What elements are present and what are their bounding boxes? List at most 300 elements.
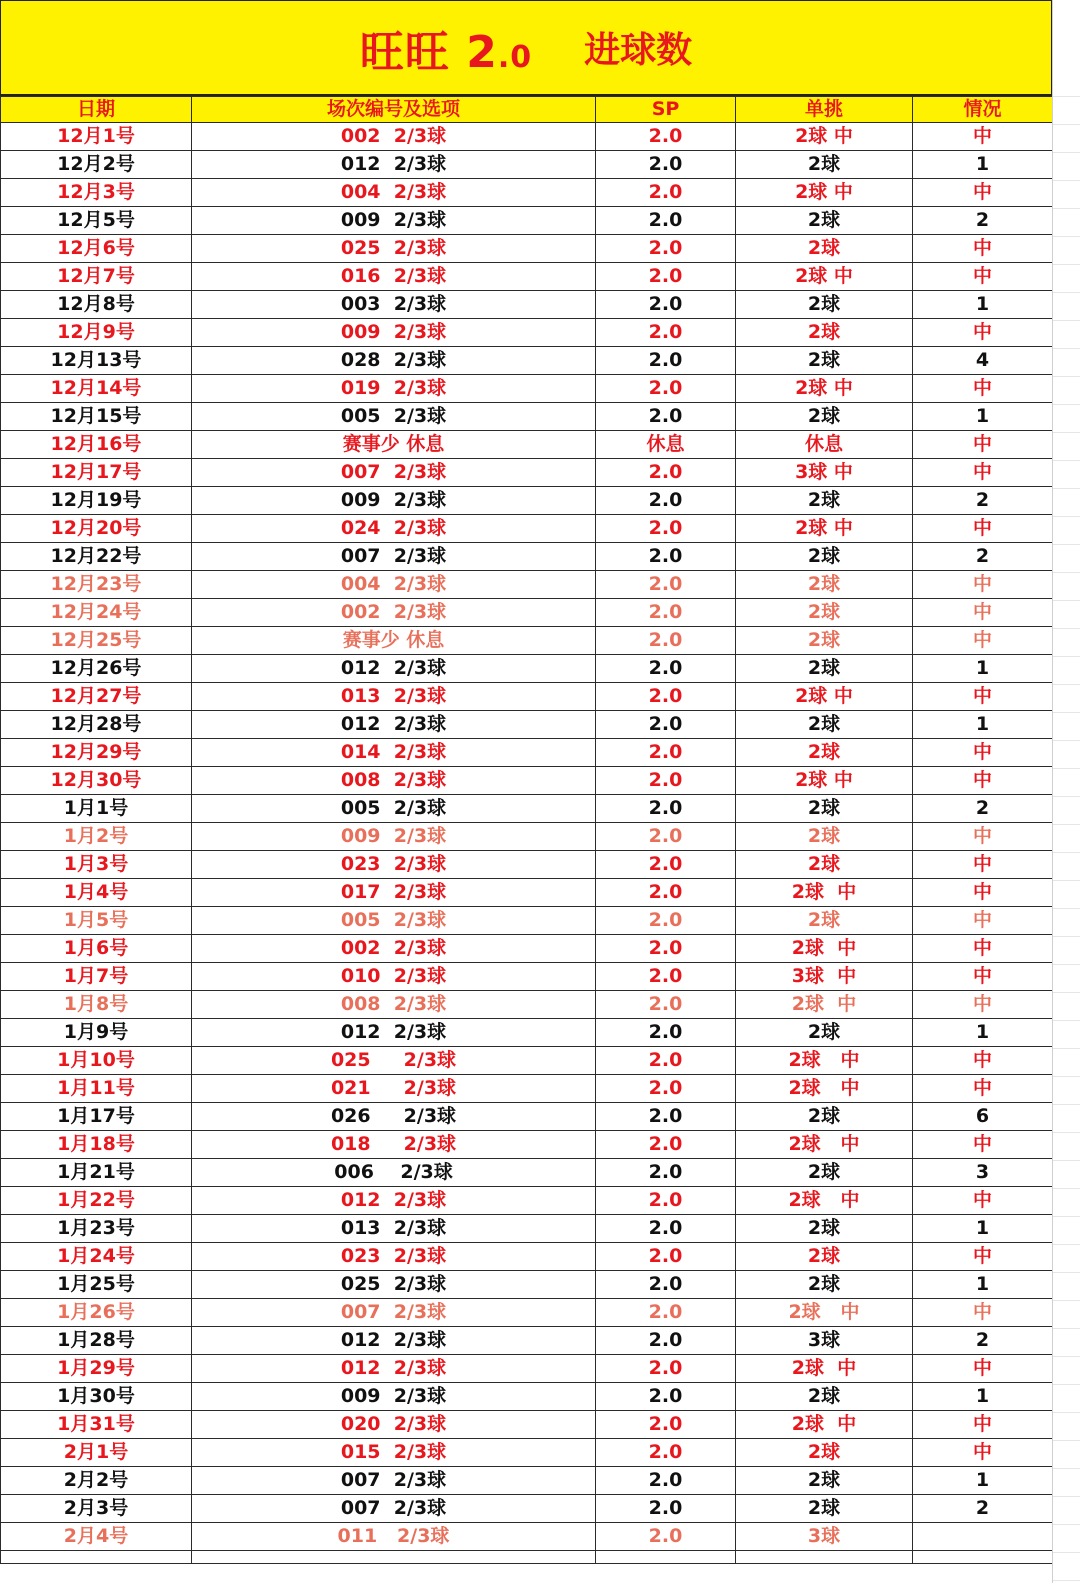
cell-sp[interactable]: 2.0 bbox=[596, 571, 736, 599]
cell-result[interactable]: 2 bbox=[913, 795, 1053, 823]
cell-single[interactable]: 2球 bbox=[736, 403, 913, 431]
cell-date[interactable]: 12月26号 bbox=[1, 655, 192, 683]
gridline bbox=[1053, 348, 1080, 349]
gridline bbox=[1053, 236, 1080, 237]
cell-date[interactable]: 1月29号 bbox=[1, 1355, 192, 1383]
cell-single[interactable]: 3球 bbox=[736, 1523, 913, 1551]
cell-result[interactable]: 1 bbox=[913, 711, 1053, 739]
gridline bbox=[1053, 1552, 1080, 1553]
cell-date[interactable]: 1月18号 bbox=[1, 1131, 192, 1159]
cell-pick[interactable]: 009 2/3球 bbox=[192, 487, 596, 515]
cell-pick[interactable]: 012 2/3球 bbox=[192, 711, 596, 739]
cell-single[interactable]: 2球 bbox=[736, 1383, 913, 1411]
cell-result[interactable]: 中 bbox=[913, 1411, 1053, 1439]
table-row bbox=[1, 151, 1053, 179]
cell-date[interactable]: 1月7号 bbox=[1, 963, 192, 991]
cell-pick[interactable]: 017 2/3球 bbox=[192, 879, 596, 907]
cell-single[interactable]: 2球 bbox=[736, 1215, 913, 1243]
cell-result[interactable]: 4 bbox=[913, 347, 1053, 375]
cell-result[interactable]: 中 bbox=[913, 627, 1053, 655]
cell-result[interactable]: 中 bbox=[913, 235, 1053, 263]
cell-single[interactable]: 2球 bbox=[736, 347, 913, 375]
cell-result[interactable]: 1 bbox=[913, 1215, 1053, 1243]
table-row bbox=[1, 851, 1053, 879]
cell-pick[interactable]: 025 2/3球 bbox=[192, 235, 596, 263]
cell-date[interactable]: 12月15号 bbox=[1, 403, 192, 431]
cell-single[interactable]: 2球 bbox=[736, 151, 913, 179]
cell-single[interactable]: 2球 中 bbox=[736, 1047, 913, 1075]
cell-pick[interactable]: 赛事少 休息 bbox=[192, 431, 596, 459]
cell-result[interactable]: 中 bbox=[913, 739, 1053, 767]
cell-date[interactable]: 1月30号 bbox=[1, 1383, 192, 1411]
cell-result[interactable]: 中 bbox=[913, 1131, 1053, 1159]
cell-single[interactable]: 3球 中 bbox=[736, 459, 913, 487]
cell-single[interactable]: 2球 中 bbox=[736, 1411, 913, 1439]
header-result[interactable]: 情况 bbox=[913, 97, 1053, 123]
cell-sp[interactable]: 2.0 bbox=[596, 1271, 736, 1299]
cell-date[interactable]: 1月8号 bbox=[1, 991, 192, 1019]
cell-sp[interactable]: 2.0 bbox=[596, 795, 736, 823]
cell-pick[interactable]: 009 2/3球 bbox=[192, 1383, 596, 1411]
cell-single[interactable]: 2球 bbox=[736, 291, 913, 319]
cell-date[interactable]: 12月17号 bbox=[1, 459, 192, 487]
cell-date[interactable]: 12月5号 bbox=[1, 207, 192, 235]
cell-sp[interactable]: 2.0 bbox=[596, 991, 736, 1019]
cell-date[interactable]: 1月9号 bbox=[1, 1019, 192, 1047]
cell-result[interactable]: 中 bbox=[913, 123, 1053, 151]
cell-pick[interactable]: 007 2/3球 bbox=[192, 1299, 596, 1327]
cell-sp[interactable]: 2.0 bbox=[596, 1047, 736, 1075]
cell-sp[interactable]: 2.0 bbox=[596, 1075, 736, 1103]
cell-pick[interactable]: 023 2/3球 bbox=[192, 851, 596, 879]
cell-result[interactable]: 中 bbox=[913, 1187, 1053, 1215]
cell-result[interactable]: 1 bbox=[913, 291, 1053, 319]
cell-result[interactable]: 中 bbox=[913, 963, 1053, 991]
cell-sp[interactable]: 2.0 bbox=[596, 1327, 736, 1355]
cell-sp[interactable]: 2.0 bbox=[596, 1103, 736, 1131]
cell-single[interactable]: 2球 中 bbox=[736, 1355, 913, 1383]
cell-result[interactable]: 中 bbox=[913, 823, 1053, 851]
cell-date[interactable]: 12月20号 bbox=[1, 515, 192, 543]
cell-pick[interactable]: 009 2/3球 bbox=[192, 319, 596, 347]
cell-result[interactable]: 中 bbox=[913, 375, 1053, 403]
cell-single[interactable]: 2球 bbox=[736, 823, 913, 851]
cell-single[interactable]: 休息 bbox=[736, 431, 913, 459]
cell-pick[interactable]: 025 2/3球 bbox=[192, 1271, 596, 1299]
gridline bbox=[1053, 180, 1080, 181]
cell-pick[interactable]: 007 2/3球 bbox=[192, 459, 596, 487]
cell-date[interactable]: 12月16号 bbox=[1, 431, 192, 459]
cell-pick[interactable]: 012 2/3球 bbox=[192, 1019, 596, 1047]
cell-sp[interactable]: 2.0 bbox=[596, 907, 736, 935]
cell-pick[interactable]: 012 2/3球 bbox=[192, 1187, 596, 1215]
cell-pick[interactable]: 004 2/3球 bbox=[192, 179, 596, 207]
cell-date[interactable]: 1月6号 bbox=[1, 935, 192, 963]
cell-pick[interactable]: 012 2/3球 bbox=[192, 151, 596, 179]
cell-single[interactable]: 2球 中 bbox=[736, 1075, 913, 1103]
cell-pick[interactable]: 005 2/3球 bbox=[192, 795, 596, 823]
cell-date[interactable]: 1月3号 bbox=[1, 851, 192, 879]
cell-date[interactable]: 2月1号 bbox=[1, 1439, 192, 1467]
cell-single[interactable]: 2球 bbox=[736, 627, 913, 655]
cell-single[interactable]: 2球 中 bbox=[736, 515, 913, 543]
gridline bbox=[1053, 208, 1080, 209]
gridline bbox=[1053, 1580, 1080, 1581]
cell-single[interactable]: 2球 中 bbox=[736, 935, 913, 963]
cell-sp[interactable]: 2.0 bbox=[596, 963, 736, 991]
cell-single[interactable]: 2球 中 bbox=[736, 991, 913, 1019]
cell-result[interactable]: 中 bbox=[913, 1243, 1053, 1271]
cell-sp[interactable]: 2.0 bbox=[596, 1187, 736, 1215]
cell-single[interactable]: 2球 bbox=[736, 1439, 913, 1467]
cell-date[interactable]: 1月5号 bbox=[1, 907, 192, 935]
cell-pick[interactable]: 025 2/3球 bbox=[192, 1047, 596, 1075]
cell-sp[interactable]: 2.0 bbox=[596, 403, 736, 431]
cell-pick[interactable]: 007 2/3球 bbox=[192, 543, 596, 571]
cell-date[interactable]: 12月23号 bbox=[1, 571, 192, 599]
cell-single[interactable]: 2球 中 bbox=[736, 263, 913, 291]
cell-sp[interactable]: 2.0 bbox=[596, 319, 736, 347]
cell-sp[interactable]: 2.0 bbox=[596, 151, 736, 179]
cell-date[interactable]: 12月8号 bbox=[1, 291, 192, 319]
cell-result[interactable]: 中 bbox=[913, 263, 1053, 291]
table-row bbox=[1, 711, 1053, 739]
cell-pick[interactable]: 002 2/3球 bbox=[192, 935, 596, 963]
cell-result[interactable]: 1 bbox=[913, 1467, 1053, 1495]
cell-date[interactable]: 12月24号 bbox=[1, 599, 192, 627]
cell-pick[interactable]: 005 2/3球 bbox=[192, 403, 596, 431]
cell-pick[interactable]: 009 2/3球 bbox=[192, 207, 596, 235]
cell-result[interactable]: 2 bbox=[913, 543, 1053, 571]
cell-single[interactable]: 2球 中 bbox=[736, 1299, 913, 1327]
cell-date[interactable]: 1月4号 bbox=[1, 879, 192, 907]
table-row bbox=[1, 1383, 1053, 1411]
cell-sp[interactable]: 2.0 bbox=[596, 263, 736, 291]
cell-pick[interactable]: 014 2/3球 bbox=[192, 739, 596, 767]
cell-pick[interactable]: 013 2/3球 bbox=[192, 683, 596, 711]
cell-pick[interactable]: 021 2/3球 bbox=[192, 1075, 596, 1103]
cell-pick[interactable]: 002 2/3球 bbox=[192, 123, 596, 151]
cell-pick[interactable]: 012 2/3球 bbox=[192, 655, 596, 683]
cell-result[interactable]: 1 bbox=[913, 403, 1053, 431]
gridline bbox=[1053, 572, 1080, 573]
cell-result[interactable]: 中 bbox=[913, 1355, 1053, 1383]
cell-result[interactable]: 2 bbox=[913, 487, 1053, 515]
header-sp[interactable]: SP bbox=[596, 97, 736, 123]
cell-date[interactable]: 12月6号 bbox=[1, 235, 192, 263]
cell-date[interactable]: 1月31号 bbox=[1, 1411, 192, 1439]
cell-sp[interactable]: 2.0 bbox=[596, 767, 736, 795]
cell-date[interactable]: 1月22号 bbox=[1, 1187, 192, 1215]
cell-single[interactable]: 2球 bbox=[736, 1467, 913, 1495]
cell-date[interactable]: 12月9号 bbox=[1, 319, 192, 347]
cell-pick[interactable]: 012 2/3球 bbox=[192, 1327, 596, 1355]
cell-sp[interactable]: 2.0 bbox=[596, 179, 736, 207]
cell-date[interactable]: 1月2号 bbox=[1, 823, 192, 851]
cell-sp[interactable]: 2.0 bbox=[596, 823, 736, 851]
cell-date[interactable]: 12月2号 bbox=[1, 151, 192, 179]
cell-single[interactable]: 3球 中 bbox=[736, 963, 913, 991]
cell-sp[interactable]: 2.0 bbox=[596, 1355, 736, 1383]
cell-pick[interactable]: 020 2/3球 bbox=[192, 1411, 596, 1439]
cell-sp[interactable]: 2.0 bbox=[596, 627, 736, 655]
cell-single[interactable]: 2球 中 bbox=[736, 179, 913, 207]
table-row bbox=[1, 179, 1053, 207]
table-body bbox=[1, 123, 1053, 1564]
cell-single[interactable]: 2球 bbox=[736, 235, 913, 263]
cell-date[interactable]: 12月30号 bbox=[1, 767, 192, 795]
cell-result[interactable]: 中 bbox=[913, 459, 1053, 487]
cell-result[interactable]: 1 bbox=[913, 1019, 1053, 1047]
cell-single[interactable]: 2球 bbox=[736, 851, 913, 879]
cell-pick[interactable]: 008 2/3球 bbox=[192, 767, 596, 795]
cell-sp[interactable]: 2.0 bbox=[596, 739, 736, 767]
cell-pick[interactable]: 015 2/3球 bbox=[192, 1439, 596, 1467]
cell-result[interactable]: 中 bbox=[913, 1299, 1053, 1327]
table-row bbox=[1, 123, 1053, 151]
cell-sp[interactable]: 2.0 bbox=[596, 347, 736, 375]
cell-sp[interactable]: 2.0 bbox=[596, 1383, 736, 1411]
cell-pick[interactable]: 009 2/3球 bbox=[192, 823, 596, 851]
cell-date[interactable]: 1月24号 bbox=[1, 1243, 192, 1271]
gridline bbox=[1053, 432, 1080, 433]
table-row bbox=[1, 1299, 1053, 1327]
cell-pick[interactable]: 002 2/3球 bbox=[192, 599, 596, 627]
table-row bbox=[1, 1467, 1053, 1495]
title-banner bbox=[0, 0, 1052, 96]
gridline bbox=[1053, 1356, 1080, 1357]
cell-pick[interactable]: 007 2/3球 bbox=[192, 1495, 596, 1523]
cell-pick[interactable]: 007 2/3球 bbox=[192, 1467, 596, 1495]
cell-date[interactable]: 1月10号 bbox=[1, 1047, 192, 1075]
cell-single[interactable]: 2球 bbox=[736, 795, 913, 823]
cell-sp[interactable]: 2.0 bbox=[596, 683, 736, 711]
gridline bbox=[1053, 1160, 1080, 1161]
cell-date[interactable]: 2月3号 bbox=[1, 1495, 192, 1523]
cell-single[interactable]: 2球 bbox=[736, 207, 913, 235]
watermark-logo bbox=[858, 1522, 1048, 1554]
cell-date[interactable]: 1月26号 bbox=[1, 1299, 192, 1327]
cell-result[interactable]: 中 bbox=[913, 515, 1053, 543]
table-row bbox=[1, 543, 1053, 571]
cell-single[interactable]: 2球 中 bbox=[736, 1131, 913, 1159]
gridline bbox=[1053, 656, 1080, 657]
cell-single[interactable]: 2球 中 bbox=[736, 767, 913, 795]
table-row bbox=[1, 515, 1053, 543]
cell-result[interactable]: 中 bbox=[913, 571, 1053, 599]
cell-sp[interactable]: 2.0 bbox=[596, 655, 736, 683]
cell-single[interactable]: 2球 bbox=[736, 1103, 913, 1131]
gridline bbox=[1053, 264, 1080, 265]
banner-subtitle: 进球数 bbox=[584, 30, 693, 71]
cell-date[interactable]: 1月23号 bbox=[1, 1215, 192, 1243]
cell-sp[interactable]: 2.0 bbox=[596, 1159, 736, 1187]
cell-pick[interactable]: 026 2/3球 bbox=[192, 1103, 596, 1131]
table-row bbox=[1, 1243, 1053, 1271]
header-single[interactable]: 单挑 bbox=[736, 97, 913, 123]
cell-pick[interactable]: 016 2/3球 bbox=[192, 263, 596, 291]
cell-pick[interactable]: 008 2/3球 bbox=[192, 991, 596, 1019]
cell-pick[interactable]: 023 2/3球 bbox=[192, 1243, 596, 1271]
cell-result[interactable]: 1 bbox=[913, 655, 1053, 683]
cell-date[interactable]: 12月3号 bbox=[1, 179, 192, 207]
cell-sp[interactable]: 2.0 bbox=[596, 1131, 736, 1159]
cell-date[interactable]: 1月28号 bbox=[1, 1327, 192, 1355]
table-row bbox=[1, 1187, 1053, 1215]
cell-sp[interactable]: 2.0 bbox=[596, 1299, 736, 1327]
cell-result[interactable]: 1 bbox=[913, 1271, 1053, 1299]
cell-date[interactable]: 1月1号 bbox=[1, 795, 192, 823]
cell-result[interactable]: 2 bbox=[913, 1495, 1053, 1523]
gridline bbox=[1053, 1076, 1080, 1077]
cell-sp[interactable]: 2.0 bbox=[596, 851, 736, 879]
cell-result[interactable]: 中 bbox=[913, 1439, 1053, 1467]
cell-date[interactable]: 2月2号 bbox=[1, 1467, 192, 1495]
cell-result[interactable]: 3 bbox=[913, 1159, 1053, 1187]
cell-single[interactable]: 2球 中 bbox=[736, 879, 913, 907]
cell-date[interactable]: 12月27号 bbox=[1, 683, 192, 711]
cell-sp[interactable]: 2.0 bbox=[596, 1495, 736, 1523]
cell-date[interactable]: 1月17号 bbox=[1, 1103, 192, 1131]
cell-sp[interactable]: 2.0 bbox=[596, 235, 736, 263]
cell-pick[interactable]: 012 2/3球 bbox=[192, 1355, 596, 1383]
cell-result[interactable]: 中 bbox=[913, 991, 1053, 1019]
cell-sp[interactable]: 2.0 bbox=[596, 711, 736, 739]
cell-date[interactable]: 12月28号 bbox=[1, 711, 192, 739]
cell-result[interactable]: 中 bbox=[913, 767, 1053, 795]
cell-result[interactable]: 中 bbox=[913, 907, 1053, 935]
cell-single[interactable]: 2球 中 bbox=[736, 123, 913, 151]
empty-cell[interactable] bbox=[1, 1551, 192, 1564]
gridline bbox=[1053, 908, 1080, 909]
cell-sp[interactable]: 2.0 bbox=[596, 543, 736, 571]
cell-single[interactable]: 2球 bbox=[736, 543, 913, 571]
cell-sp[interactable]: 2.0 bbox=[596, 1467, 736, 1495]
cell-pick[interactable]: 011 2/3球 bbox=[192, 1523, 596, 1551]
gridline bbox=[1053, 1412, 1080, 1413]
cell-result[interactable]: 中 bbox=[913, 1047, 1053, 1075]
cell-result[interactable]: 1 bbox=[913, 1383, 1053, 1411]
cell-pick[interactable]: 004 2/3球 bbox=[192, 571, 596, 599]
cell-single[interactable]: 2球 中 bbox=[736, 683, 913, 711]
cell-sp[interactable]: 2.0 bbox=[596, 207, 736, 235]
cell-pick[interactable]: 006 2/3球 bbox=[192, 1159, 596, 1187]
cell-result[interactable]: 2 bbox=[913, 1327, 1053, 1355]
cell-sp[interactable]: 2.0 bbox=[596, 515, 736, 543]
cell-pick[interactable]: 赛事少 休息 bbox=[192, 627, 596, 655]
cell-sp[interactable]: 休息 bbox=[596, 431, 736, 459]
table-row bbox=[1, 1159, 1053, 1187]
cell-pick[interactable]: 010 2/3球 bbox=[192, 963, 596, 991]
cell-date[interactable]: 1月11号 bbox=[1, 1075, 192, 1103]
cell-result[interactable]: 中 bbox=[913, 1075, 1053, 1103]
header-pick[interactable]: 场次编号及选项 bbox=[192, 97, 596, 123]
cell-pick[interactable]: 024 2/3球 bbox=[192, 515, 596, 543]
cell-sp[interactable]: 2.0 bbox=[596, 375, 736, 403]
cell-single[interactable]: 2球 bbox=[736, 1159, 913, 1187]
cell-single[interactable]: 2球 bbox=[736, 571, 913, 599]
cell-result[interactable]: 中 bbox=[913, 851, 1053, 879]
gridline bbox=[1053, 824, 1080, 825]
cell-result[interactable]: 中 bbox=[913, 431, 1053, 459]
cell-date[interactable]: 12月13号 bbox=[1, 347, 192, 375]
cell-single[interactable]: 2球 bbox=[736, 1243, 913, 1271]
cell-single[interactable]: 2球 bbox=[736, 655, 913, 683]
gridline bbox=[1053, 796, 1080, 797]
cell-sp[interactable]: 2.0 bbox=[596, 879, 736, 907]
cell-date[interactable]: 12月14号 bbox=[1, 375, 192, 403]
cell-single[interactable]: 2球 bbox=[736, 1271, 913, 1299]
cell-single[interactable]: 2球 bbox=[736, 1019, 913, 1047]
cell-sp[interactable]: 2.0 bbox=[596, 1411, 736, 1439]
cell-sp[interactable]: 2.0 bbox=[596, 935, 736, 963]
cell-single[interactable]: 2球 中 bbox=[736, 1187, 913, 1215]
cell-result[interactable]: 中 bbox=[913, 179, 1053, 207]
cell-single[interactable]: 2球 bbox=[736, 907, 913, 935]
cell-pick[interactable]: 018 2/3球 bbox=[192, 1131, 596, 1159]
cell-single[interactable]: 2球 中 bbox=[736, 375, 913, 403]
cell-result[interactable]: 6 bbox=[913, 1103, 1053, 1131]
cell-single[interactable]: 2球 bbox=[736, 319, 913, 347]
cell-date[interactable]: 12月19号 bbox=[1, 487, 192, 515]
cell-sp[interactable]: 2.0 bbox=[596, 1523, 736, 1551]
cell-date[interactable]: 12月1号 bbox=[1, 123, 192, 151]
cell-pick[interactable]: 005 2/3球 bbox=[192, 907, 596, 935]
cell-date[interactable]: 12月25号 bbox=[1, 627, 192, 655]
cell-result[interactable]: 1 bbox=[913, 151, 1053, 179]
cell-result[interactable]: 中 bbox=[913, 879, 1053, 907]
cell-date[interactable]: 2月4号 bbox=[1, 1523, 192, 1551]
empty-cell[interactable] bbox=[192, 1551, 596, 1564]
cell-single[interactable]: 2球 bbox=[736, 599, 913, 627]
cell-date[interactable]: 1月21号 bbox=[1, 1159, 192, 1187]
cell-single[interactable]: 2球 bbox=[736, 1495, 913, 1523]
cell-single[interactable]: 2球 bbox=[736, 739, 913, 767]
cell-single[interactable]: 2球 bbox=[736, 711, 913, 739]
cell-pick[interactable]: 028 2/3球 bbox=[192, 347, 596, 375]
cell-sp[interactable]: 2.0 bbox=[596, 1243, 736, 1271]
table-row bbox=[1, 1047, 1053, 1075]
cell-result[interactable]: 中 bbox=[913, 319, 1053, 347]
cell-sp[interactable]: 2.0 bbox=[596, 1439, 736, 1467]
table-row bbox=[1, 935, 1053, 963]
cell-sp[interactable]: 2.0 bbox=[596, 291, 736, 319]
table-row bbox=[1, 291, 1053, 319]
cell-sp[interactable]: 2.0 bbox=[596, 599, 736, 627]
cell-result[interactable]: 2 bbox=[913, 207, 1053, 235]
cell-pick[interactable]: 003 2/3球 bbox=[192, 291, 596, 319]
gridline bbox=[1053, 1328, 1080, 1329]
cell-result[interactable]: 中 bbox=[913, 683, 1053, 711]
cell-sp[interactable]: 2.0 bbox=[596, 459, 736, 487]
cell-single[interactable]: 3球 bbox=[736, 1327, 913, 1355]
cell-date[interactable]: 12月29号 bbox=[1, 739, 192, 767]
cell-sp[interactable]: 2.0 bbox=[596, 123, 736, 151]
cell-pick[interactable]: 019 2/3球 bbox=[192, 375, 596, 403]
cell-date[interactable]: 1月25号 bbox=[1, 1271, 192, 1299]
cell-result[interactable]: 中 bbox=[913, 599, 1053, 627]
cell-sp[interactable]: 2.0 bbox=[596, 487, 736, 515]
cell-sp[interactable]: 2.0 bbox=[596, 1215, 736, 1243]
cell-date[interactable]: 12月7号 bbox=[1, 263, 192, 291]
empty-cell[interactable] bbox=[596, 1551, 736, 1564]
cell-date[interactable]: 12月22号 bbox=[1, 543, 192, 571]
header-date[interactable]: 日期 bbox=[1, 97, 192, 123]
cell-pick[interactable]: 013 2/3球 bbox=[192, 1215, 596, 1243]
cell-result[interactable]: 中 bbox=[913, 935, 1053, 963]
cell-sp[interactable]: 2.0 bbox=[596, 1019, 736, 1047]
cell-single[interactable]: 2球 bbox=[736, 487, 913, 515]
